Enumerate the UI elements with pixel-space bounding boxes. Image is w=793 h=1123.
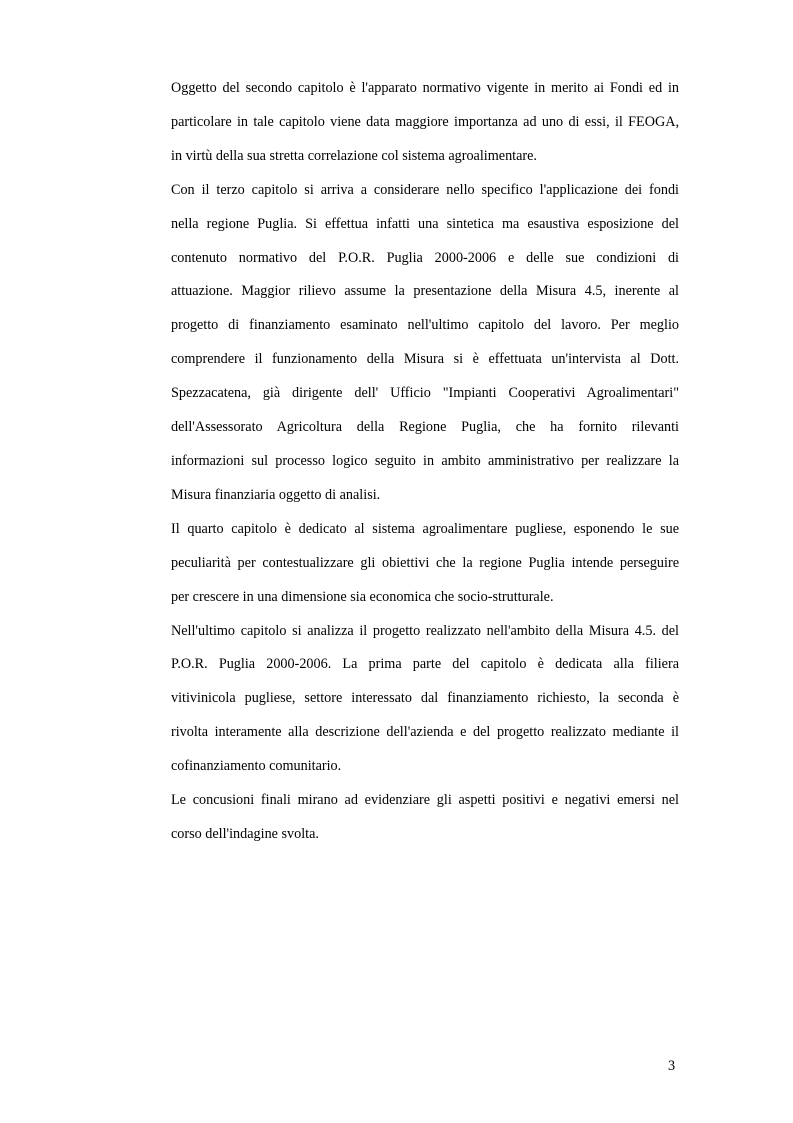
text-line: peculiarità per contestualizzare gli obiettivi che la regione Puglia intende perseguire [171, 554, 679, 571]
text-line: informazioni sul processo logico seguito in ambito amministrativo per realizzare la [171, 452, 679, 469]
text-line: P.O.R. Puglia 2000-2006. La prima parte del capitolo è dedicata alla filiera [171, 656, 679, 673]
page-number: 3 [668, 1058, 676, 1074]
paragraph-chapter-three [171, 174, 679, 513]
text-line: attuazione. Maggior rilievo assume la presentazione della Misura 4.5, inerente al [171, 283, 679, 300]
text-line: particolare in tale capitolo viene data maggiore importanza ad uno di essi, il FEOGA, [171, 113, 679, 130]
text-line: dell'Assessorato Agricoltura della Regione Puglia, che ha fornito rilevanti [171, 419, 679, 436]
text-line: per crescere in una dimensione sia economica che socio-strutturale. [171, 588, 554, 605]
paragraph-chapter-four [171, 513, 679, 615]
text-line: in virtù della sua stretta correlazione col sistema agroalimentare. [171, 147, 537, 164]
text-line: Misura finanziaria oggetto di analisi. [171, 486, 381, 503]
text-line: Spezzacatena, già dirigente dell' Ufficio "Impianti Cooperativi Agroalimentari" [171, 385, 679, 402]
paragraph-last-chapter [171, 615, 679, 785]
text-line: Con il terzo capitolo si arriva a considerare nello specifico l'applicazione dei fondi [171, 181, 679, 198]
text-line: Il quarto capitolo è dedicato al sistema agroalimentare pugliese, esponendo le sue [171, 520, 679, 537]
document-body [171, 72, 679, 852]
text-line: Nell'ultimo capitolo si analizza il progetto realizzato nell'ambito della Misura 4.5. del [171, 622, 679, 639]
text-line: cofinanziamento comunitario. [171, 758, 342, 775]
text-line: progetto di finanziamento esaminato nell'ultimo capitolo del lavoro. Per meglio [171, 317, 679, 334]
text-line: vitivinicola pugliese, settore interessato dal finanziamento richiesto, la seconda è [171, 690, 679, 707]
text-line: rivolta interamente alla descrizione dell'azienda e del progetto realizzato mediante il [171, 724, 679, 741]
text-line: Le concusioni finali mirano ad evidenziare gli aspetti positivi e negativi emersi nel [171, 792, 679, 809]
paragraph-conclusions [171, 784, 679, 852]
text-line: nella regione Puglia. Si effettua infatti una sintetica ma esaustiva esposizione del [171, 215, 679, 232]
text-line: Oggetto del secondo capitolo è l'apparato normativo vigente in merito ai Fondi ed in [171, 80, 679, 96]
paragraph-chapter-two [171, 72, 679, 174]
text-line: corso dell'indagine svolta. [171, 825, 319, 842]
text-line: comprendere il funzionamento della Misura si è effettuata un'intervista al Dott. [171, 351, 679, 368]
text-line: contenuto normativo del P.O.R. Puglia 2000-2006 e delle sue condizioni di [171, 249, 679, 266]
